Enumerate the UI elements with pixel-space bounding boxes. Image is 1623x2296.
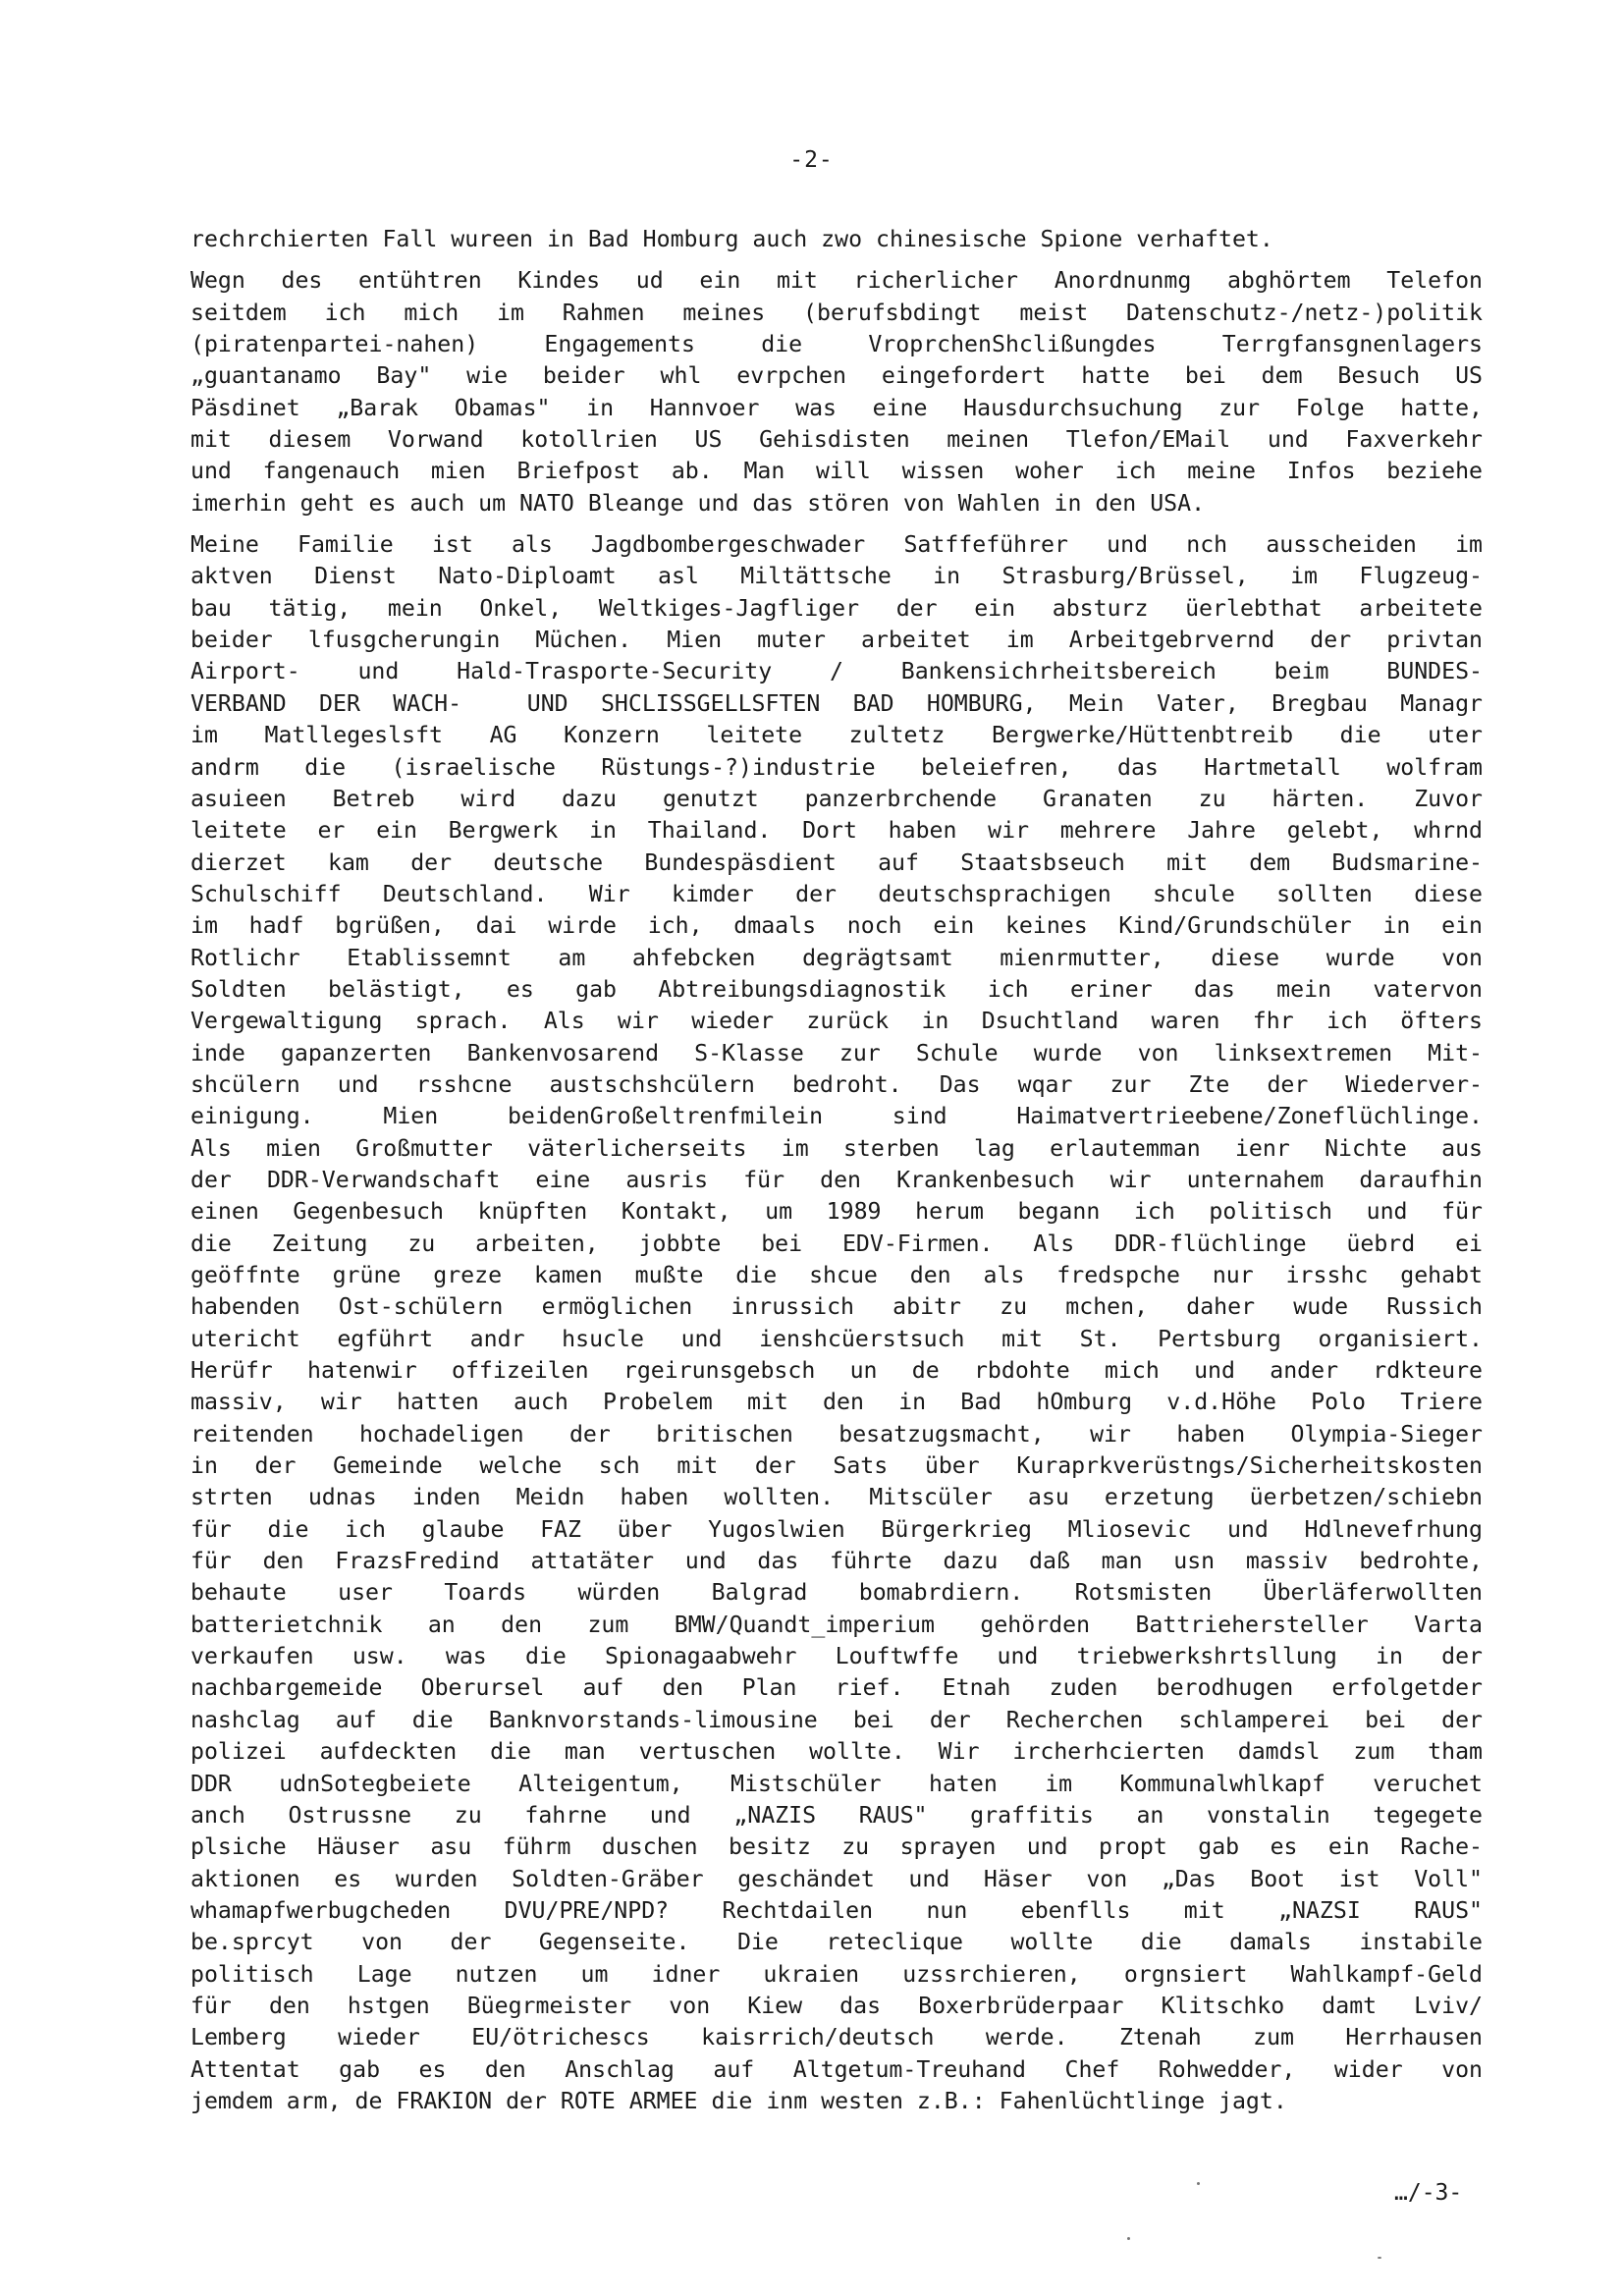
text-line: nachbargemeide Oberursel auf den Plan rief. Etnah zuden berodhugen erfolgetder xyxy=(190,1674,1483,1702)
text-line: DDR udnSotegbeiete Alteigentum, Mistschüler haten im Kommunalwhlkapf veruchet xyxy=(190,1770,1483,1797)
text-line: Lemberg wieder EU/ötrichescs kaisrrich/deutsch werde. Ztenah zum Herrhausen xyxy=(190,2024,1483,2051)
page-number: -2- xyxy=(789,147,834,173)
paragraph-1 xyxy=(190,224,1483,255)
next-page-reference: …/-3- xyxy=(1394,2180,1463,2206)
text-line: Herüfr hatenwir offizeilen rgeirunsgebsch un de rbdohte mich und ander rdkteure xyxy=(190,1357,1483,1385)
text-line: im hadf bgrüßen, dai wirde ich, dmaals noch ein keines Kind/Grundschüler in ein xyxy=(190,912,1483,940)
text-line: leitete er ein Bergwerk in Thailand. Dort haben wir mehrere Jahre gelebt, whrnd xyxy=(190,817,1483,845)
text-line: die Zeitung zu arbeiten, jobbte bei EDV-Firmen. Als DDR-flüchlinge üebrd ei xyxy=(190,1230,1483,1257)
text-line: geöffnte grüne greze kamen mußte die shcue den als fredspche nur irsshc gehabt xyxy=(190,1262,1483,1288)
paragraph-2 xyxy=(190,265,1483,519)
text-line: strten udnas inden Meidn haben wollten. Mitscüler asu erzetung üerbetzen/schiebn xyxy=(190,1484,1483,1511)
text-line: mit diesem Vorwand kotollrien US Gehisdisten meinen Tlefon/EMail und Faxverkehr xyxy=(190,426,1483,454)
text-line: polizei aufdeckten die man vertuschen wollte. Wir ircherhcierten damdsl zum tham xyxy=(190,1738,1483,1766)
text-line: Päsdinet „Barak Obamas" in Hannvoer was eine Hausdurchsuchung zur Folge hatte, xyxy=(190,394,1483,421)
text-line: whamapfwerbugcheden DVU/PRE/NPD? Rechtdailen nun ebenflls mit „NAZSI RAUS" xyxy=(190,1896,1483,1924)
text-line: Meine Familie ist als Jagdbombergeschwader Satffeführer und nch ausscheiden im xyxy=(190,531,1483,559)
text-line: Soldten belästigt, es gab Abtreibungsdiagnostik ich eriner das mein vatervon xyxy=(190,975,1483,1003)
paragraph-3 xyxy=(190,529,1483,2117)
text-line: habenden Ost-schülern ermöglichen inrussich abitr zu mchen, daher wude Russich xyxy=(190,1293,1483,1321)
text-line: batterietchnik an den zum BMW/Quandt_imperium gehörden Battriehersteller Varta xyxy=(190,1611,1483,1638)
text-line: aktionen es wurden Soldten-Gräber geschändet und Häser von „Das Boot ist Voll" xyxy=(190,1865,1483,1892)
text-line: seitdem ich mich im Rahmen meines (berufsbdingt meist Datenschutz-/netz-)politik xyxy=(190,299,1483,326)
text-line: Schulschiff Deutschland. Wir kimder der deutschsprachigen shcule sollten diese xyxy=(190,880,1483,907)
text-line: massiv, wir hatten auch Probelem mit den in Bad hOmburg v.d.Höhe Polo Triere xyxy=(190,1389,1483,1416)
text-line: anch Ostrussne zu fahrne und „NAZIS RAUS" graffitis an vonstalin tegegete xyxy=(190,1801,1483,1829)
text-line: in der Gemeinde welche sch mit der Sats über Kuraprkverüstngs/Sicherheitskosten xyxy=(190,1452,1483,1480)
text-line: im Matllegeslsft AG Konzern leitete zultetz Bergwerke/Hüttenbtreib die uter xyxy=(190,722,1483,749)
text-line: für den FrazsFredind attatäter und das führte dazu daß man usn massiv bedrohte, xyxy=(190,1548,1483,1575)
text-line: andrm die (israelische Rüstungs-?)industrie beleiefren, das Hartmetall wolfram xyxy=(190,753,1483,781)
document-body xyxy=(190,224,1483,2127)
text-line: Rotlichr Etablissemnt am ahfebcken degrägtsamt mienrmutter, diese wurde von xyxy=(190,944,1483,971)
text-line: utericht egführt andr hsucle und ienshcüerstsuch mit St. Pertsburg organisiert. xyxy=(190,1325,1483,1352)
text-line: rechrchierten Fall wureen in Bad Homburg auch zwo chinesische Spione verhaftet. xyxy=(190,226,1273,252)
text-line: inde gapanzerten Bankenvosarend S-Klasse zur Schule wurde von linksextremen Mit- xyxy=(190,1039,1483,1066)
text-line: Vergewaltigung sprach. Als wir wieder zurück in Dsuchtland waren fhr ich öfters xyxy=(190,1008,1483,1035)
text-line: shcülern und rsshcne austschshcülern bedroht. Das wqar zur Zte der Wiederver- xyxy=(190,1070,1483,1098)
text-line: bau tätig, mein Onkel, Weltkiges-Jagfliger der ein absturz üerlebthat arbeitete xyxy=(190,594,1483,622)
text-line: verkaufen usw. was die Spionagaabwehr Louftwffe und triebwerkshrtsllung in der xyxy=(190,1643,1483,1670)
text-line: plsiche Häuser asu führm duschen besitz zu sprayen und propt gab es ein Rache- xyxy=(190,1833,1483,1861)
text-line: „guantanamo Bay" wie beider whl evrpchen eingefordert hatte bei dem Besuch US xyxy=(190,362,1483,390)
text-line: (piratenpartei-nahen) Engagements die VroprchenShclißungdes Terrgfansgnenlagers xyxy=(190,331,1483,358)
text-line: jemdem arm, de FRAKION der ROTE ARMEE die inm westen z.B.: Fahenlüchtlinge jagt. xyxy=(190,2087,1287,2114)
text-line: beider lfusgcherungin Müchen. Mien muter arbeitet im Arbeitgebrvernd der privtan xyxy=(190,627,1483,654)
text-line: imerhin geht es auch um NATO Bleange und das stören von Wahlen in den USA. xyxy=(190,489,1206,517)
text-line: für den hstgen Büegrmeister von Kiew das Boxerbrüderpaar Klitschko damt Lviv/ xyxy=(190,1992,1483,2019)
text-line: der DDR-Verwandschaft eine ausris für den Krankenbesuch wir unternahem daraufhin xyxy=(190,1166,1483,1193)
text-line: für die ich glaube FAZ über Yugoslwien Bürgerkrieg Mliosevic und Hdlnevefrhung xyxy=(190,1515,1483,1543)
scan-speck xyxy=(1127,2237,1130,2240)
text-line: Wegn des entühtren Kindes ud ein mit richerlicher Anordnunmg abghörtem Telefon xyxy=(190,267,1483,295)
text-line: behaute user Toards würden Balgrad bomabrdiern. Rotsmisten Überläferwollten xyxy=(190,1579,1483,1607)
text-line: VERBAND DER WACH- UND SHCLISSGELLSFTEN BAD HOMBURG, Mein Vater, Bregbau Managr xyxy=(190,689,1483,717)
text-line: einen Gegenbesuch knüpften Kontakt, um 1989 herum begann ich politisch und für xyxy=(190,1198,1483,1226)
scan-speck xyxy=(1378,2257,1381,2259)
text-line: Als mien Großmutter väterlicherseits im sterben lag erlautemman ienr Nichte aus xyxy=(190,1134,1483,1162)
text-line: einigung. Mien beidenGroßeltrenfmilein sind Haimatvertrieebene/Zoneflüchlinge. xyxy=(190,1103,1483,1130)
text-line: asuieen Betreb wird dazu genutzt panzerbrchende Granaten zu härten. Zuvor xyxy=(190,785,1483,812)
text-line: aktven Dienst Nato-Diploamt asl Miltättsche in Strasburg/Brüssel, im Flugzeug- xyxy=(190,563,1483,590)
text-line: reitenden hochadeligen der britischen besatzugsmacht, wir haben Olympia-Sieger xyxy=(190,1420,1483,1448)
text-line: und fangenauch mien Briefpost ab. Man will wissen woher ich meine Infos beziehe xyxy=(190,458,1483,485)
text-line: be.sprcyt von der Gegenseite. Die reteclique wollte die damals instabile xyxy=(190,1929,1483,1956)
text-line: Attentat gab es den Anschlag auf Altgetum-Treuhand Chef Rohwedder, wider von xyxy=(190,2055,1483,2083)
scan-speck xyxy=(1197,2182,1200,2185)
text-line: politisch Lage nutzen um idner ukraien uzssrchieren, orgnsiert Wahlkampf-Geld xyxy=(190,1960,1483,1988)
text-line: Airport- und Hald-Trasporte-Security / Bankensichrheitsbereich beim BUNDES- xyxy=(190,658,1483,685)
text-line: nashclag auf die Banknvorstands-limousine bei der Recherchen schlamperei bei der xyxy=(190,1706,1483,1733)
text-line: dierzet kam der deutsche Bundespäsdient auf Staatsbseuch mit dem Budsmarine- xyxy=(190,848,1483,876)
